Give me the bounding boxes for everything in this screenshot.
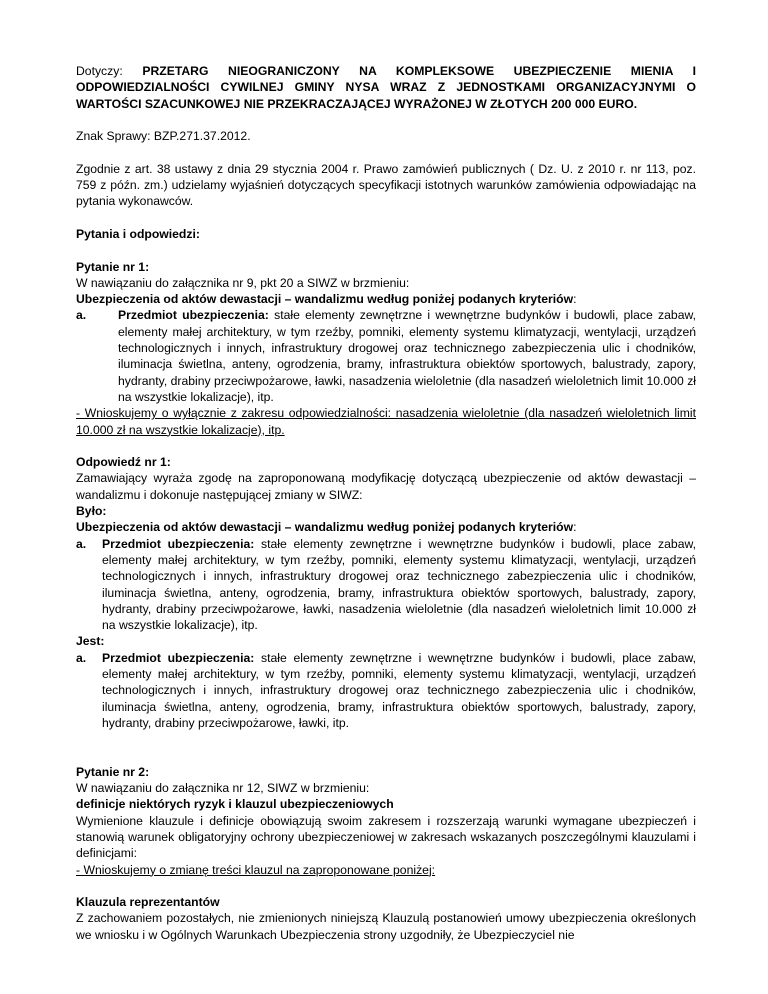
item-title: Przedmiot ubezpieczenia:	[118, 308, 269, 323]
intro-paragraph: Zgodnie z art. 38 ustawy z dnia 29 stycznia 2004 r. Prawo zamówień publicznych ( Dz. U. z 2010 r. nr 113, poz. 759 z późn. zm.) udzielamy wyjaśnień dotyczących specyfikacji istotnych warunków zamówienia odpowiadając na pytania wykonawców.	[76, 161, 696, 209]
clause-text: Z zachowaniem pozostałych, nie zmienionych niniejszą Klauzulą postanowień umowy ubezpieczenia określonych we wniosku i w Ogólnych Warunkach Ubezpieczenia strony uzgodniły, że Ubezpieczyciel nie	[76, 911, 696, 942]
question-1-item-a	[76, 307, 696, 405]
item-letter: a.	[76, 308, 87, 323]
case-number: BZP.271.37.2012.	[153, 129, 251, 144]
answer-1-is-item: a. Przedmiot ubezpieczenia: stałe elementy zewnętrzne i wewnętrzne budynków i budowli, place zabaw, elementy małej architektury, w tym rzeźby, pomniki, elementy systemu klimatyzacji, wentylacji, urządzeń technologicznych i innych, infrastruktury drogowej oraz technicznego zabezpieczenia ulic i chodników, iluminacja świetlna, anteny, ogrodzenia, bramy, infrastruktura obiektów sportowych, balustrady, zapory, hydranty, drabiny przeciwpożarowe, ławki, itp.	[76, 650, 696, 730]
answer-1-text: Zamawiający wyraża zgodę na zaproponowaną modyfikację dotyczącą ubezpieczenie od aktów dewastacji – wandalizmu i dokonuje następującej zmiany w SIWZ:	[76, 471, 696, 502]
question-1-request: - Wnioskujemy o wyłącznie z zakresu odpowiedzialności: nasadzenia wieloletnie (dla nasadzeń wieloletnich limit 10.000 zł na wszystkie lokalizacje), itp.	[76, 406, 696, 437]
subject-label: Dotyczy:	[76, 64, 143, 78]
question-1-clause: Ubezpieczenia od aktów dewastacji – wandalizmu według poniżej podanych kryteriów:	[76, 292, 577, 307]
item-text: stałe elementy zewnętrzne i wewnętrzne budynków i budowli, place zabaw, elementy małej architektury, w tym rzeźby, pomniki, elementy systemu klimatyzacji, wentylacji, urządzeń technologicznych i innych, infrastruktury drogowej oraz technicznego zabezpieczenia ulic i chodników, iluminacja świetlna, anteny, ogrodzenia, bramy, infrastruktura obiektów sportowych, balustrady, zapory, hydranty, drabiny przeciwpożarowe, ławki, nasadzenia wieloletnie (dla nasadzeń wieloletnich limit 10.000 zł na wszystkie lokalizacje), itp.	[118, 308, 696, 404]
case-number-line	[76, 128, 696, 144]
question-1-heading: Pytanie nr 1:	[76, 259, 150, 274]
question-2-heading: Pytanie nr 2:	[76, 764, 150, 779]
subject-paragraph	[76, 63, 696, 112]
subject-text: PRZETARG NIEOGRANICZONY NA KOMPLEKSOWE UBEZPIECZENIE MIENIA I ODPOWIEDZIALNOŚCI CYWILNEJ GMINY NYSA WRAZ Z JEDNOSTKAMI ORGANIZACYJNYMI O WARTOŚCI SZACUNKOWEJ NIE PRZEKRACZAJĄCEJ WYRAŻONEJ W ZŁOTYCH 200 000 EURO.	[76, 64, 696, 111]
question-2-reference: W nawiązaniu do załącznika nr 12, SIWZ w brzmieniu:	[76, 781, 370, 796]
clause-title: Ubezpieczenia od aktów dewastacji – wandalizmu według poniżej podanych kryteriów	[76, 292, 574, 307]
section-heading: Pytania i odpowiedzi:	[76, 226, 200, 241]
clause-heading: Klauzula reprezentantów	[76, 895, 220, 910]
question-2-text: Wymienione klauzule i definicje obowiązują swoim zakresem i rozszerzają warunki wymagane ubezpieczeń i stanowią warunek obligatoryjny ochrony ubezpieczeniowej w zakresach wskazanych poszczególnymi klauzulami i definicjami:	[76, 813, 696, 861]
answer-1-heading: Odpowiedź nr 1:	[76, 455, 171, 470]
document-body	[76, 63, 696, 943]
answer-1-was-item: a. Przedmiot ubezpieczenia: stałe elementy zewnętrzne i wewnętrzne budynków i budowli, place zabaw, elementy małej architektury, w tym rzeźby, pomniki, elementy systemu klimatyzacji, wentylacji, urządzeń technologicznych i innych, infrastruktury drogowej oraz technicznego zabezpieczenia ulic i chodników, iluminacja świetlna, anteny, ogrodzenia, bramy, infrastruktura obiektów sportowych, balustrady, zapory, hydranty, drabiny przeciwpożarowe, ławki, nasadzenia wieloletnie (dla nasadzeń wieloletnich limit 10.000 zł na wszystkie lokalizacje), itp.	[76, 536, 696, 633]
answer-1-clause: Ubezpieczenia od aktów dewastacji – wandalizmu według poniżej podanych kryteriów:	[76, 520, 577, 535]
was-label: Było:	[76, 504, 107, 519]
is-label: Jest:	[76, 634, 105, 649]
case-label: Znak Sprawy:	[76, 129, 154, 144]
question-2-request: - Wnioskujemy o zmianę treści klauzul na zaproponowane poniżej:	[76, 862, 436, 877]
question-2-subheading: definicje niektórych ryzyk i klauzul ubezpieczeniowych	[76, 797, 394, 812]
question-1-reference: W nawiązaniu do załącznika nr 9, pkt 20 a SIWZ w brzmieniu:	[76, 275, 410, 290]
